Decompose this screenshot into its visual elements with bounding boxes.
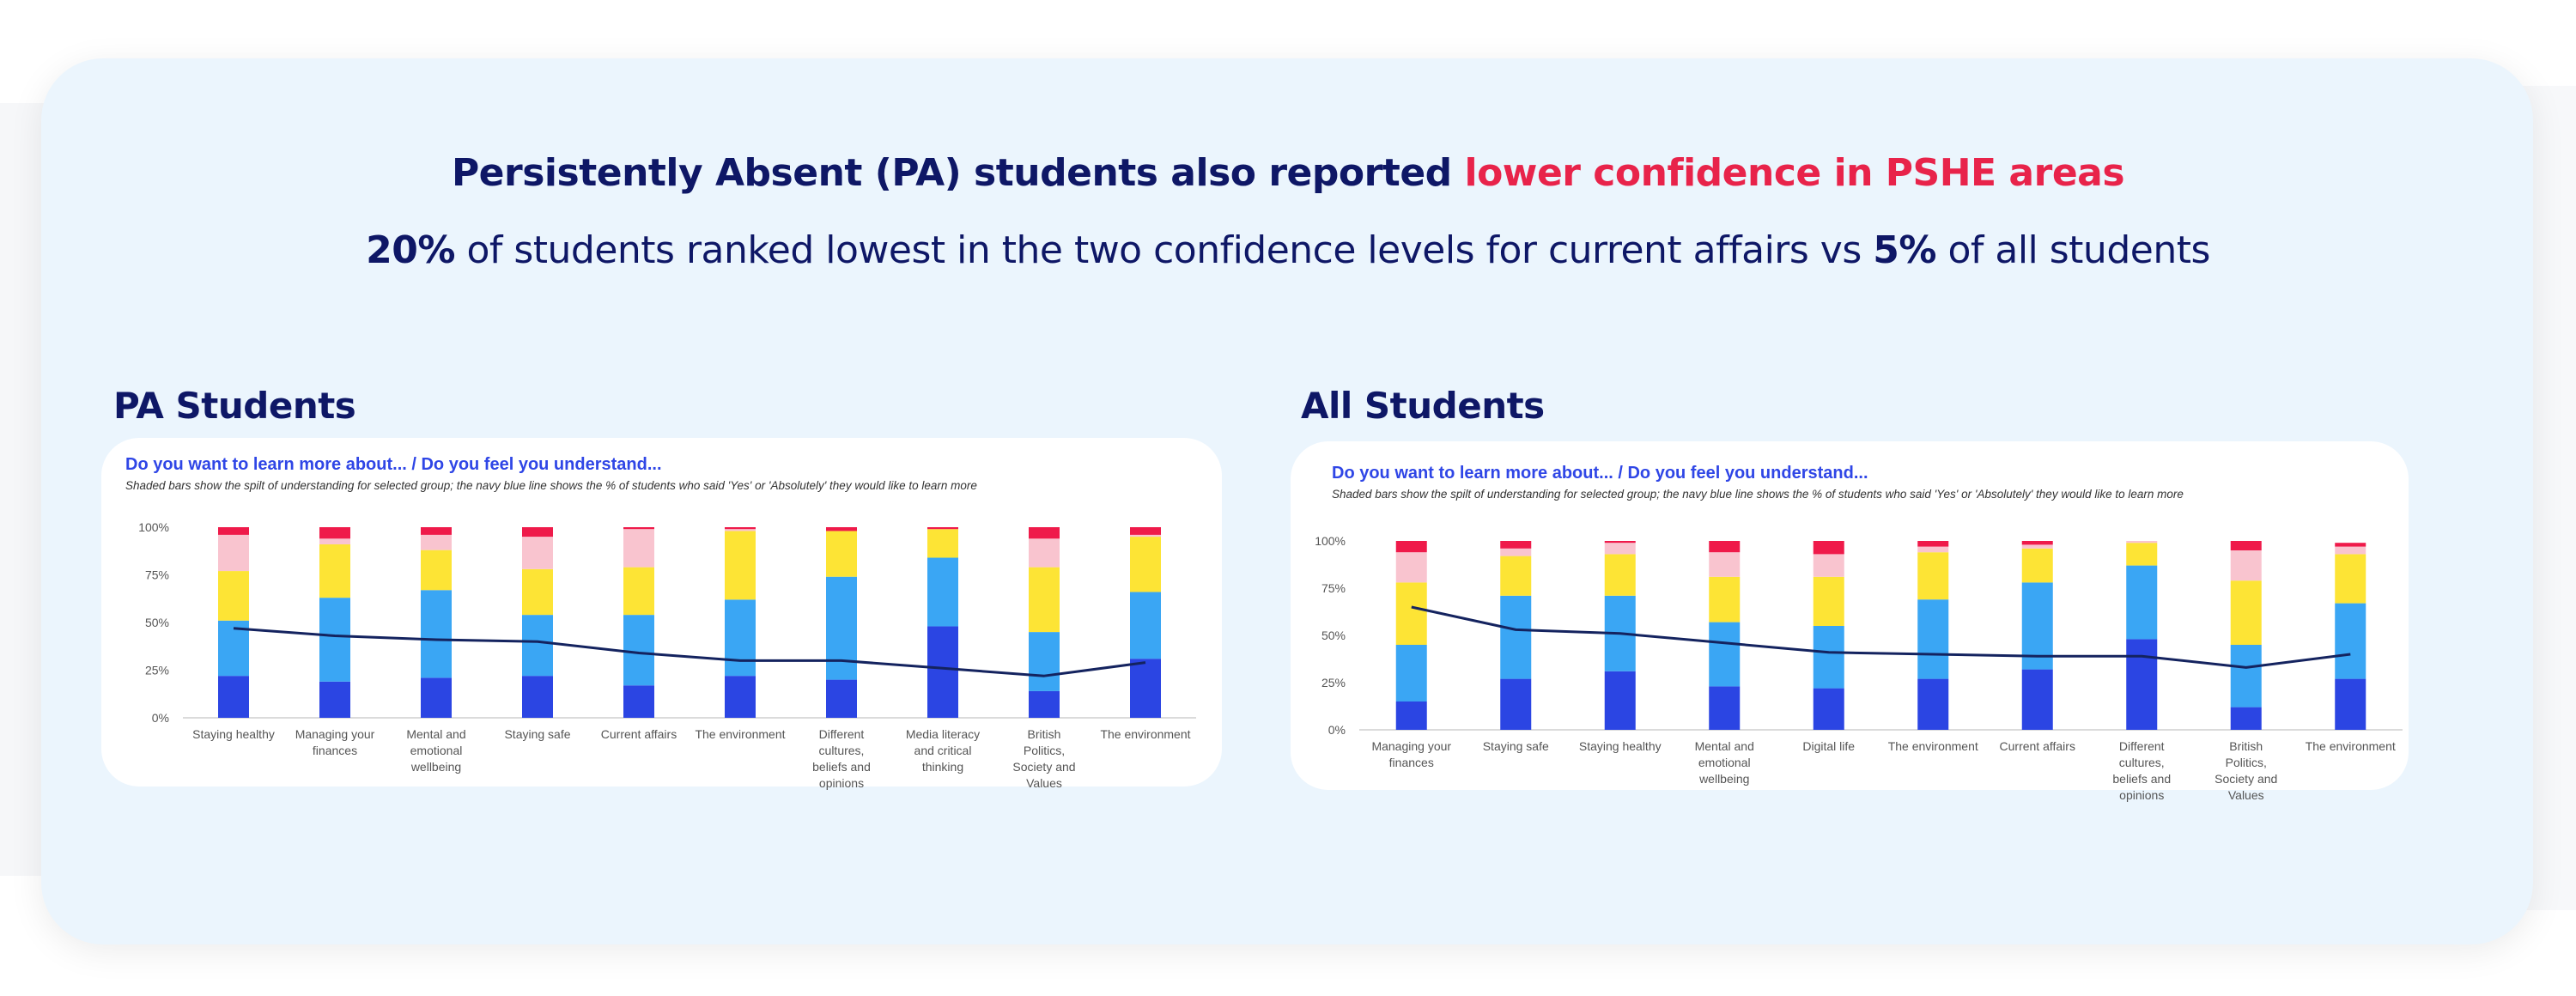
- bar-segment: [2231, 541, 2262, 550]
- x-tick-label: finances: [1388, 756, 1434, 769]
- x-tick-label: Mental and: [1694, 739, 1754, 753]
- chart-card-all: [1291, 441, 2409, 802]
- bar-segment: [1396, 552, 1427, 582]
- x-tick-label: Staying healthy: [192, 727, 275, 741]
- x-tick-label: The environment: [1100, 727, 1191, 741]
- bar-segment: [1917, 552, 1948, 599]
- y-tick-label: 100%: [138, 520, 169, 534]
- bar-segment: [1130, 592, 1161, 659]
- bar-segment: [725, 676, 756, 718]
- bar-segment: [1029, 691, 1060, 718]
- bar-segment: [623, 529, 654, 567]
- x-tick-label: Media literacy: [905, 727, 981, 741]
- all-stacked-bar-chart: [1291, 441, 2409, 802]
- x-tick-label: The environment: [2305, 739, 2396, 753]
- x-tick-label: cultures,: [818, 744, 865, 757]
- x-tick-label: beliefs and: [2112, 772, 2172, 786]
- bar-segment: [826, 680, 857, 718]
- bar-segment: [927, 529, 958, 557]
- section-title-pa: PA Students: [113, 385, 356, 427]
- y-tick-label: 25%: [1321, 676, 1346, 689]
- bar-segment: [826, 531, 857, 576]
- bar-segment: [725, 527, 756, 529]
- headline-accent: lower confidence in PSHE areas: [1464, 151, 2125, 195]
- bar-segment: [319, 544, 350, 598]
- bar-segment: [319, 527, 350, 538]
- stat-pa: 20%: [366, 228, 455, 272]
- bar-segment: [522, 569, 553, 615]
- x-tick-label: The environment: [695, 727, 786, 741]
- bar-segment: [1396, 701, 1427, 730]
- x-tick-label: opinions: [2119, 788, 2165, 802]
- bar-segment: [826, 577, 857, 680]
- bar-segment: [2022, 544, 2053, 548]
- x-tick-label: Managing your: [295, 727, 375, 741]
- chart-subtitle: Shaded bars show the spilt of understanding for selected group; the navy blue line shows the % of students who said 'Yes' or 'Absolutely' they would like to learn more: [1332, 488, 2184, 501]
- x-tick-label: wellbeing: [410, 760, 462, 774]
- bar-segment: [218, 527, 249, 535]
- bar-segment: [1709, 577, 1740, 622]
- bar-segment: [1917, 599, 1948, 678]
- bar-segment: [623, 615, 654, 685]
- bar-segment: [1814, 626, 1844, 689]
- headline-main: Persistently Absent (PA) students also reported: [451, 151, 1465, 195]
- bar-segment: [2335, 547, 2366, 555]
- x-tick-label: Politics,: [1023, 744, 1066, 757]
- bar-segment: [1814, 577, 1844, 626]
- bar-segment: [2335, 679, 2366, 730]
- subheadline: [0, 228, 2576, 272]
- bar-segment: [1917, 679, 1948, 730]
- learn-more-line: [234, 629, 1145, 677]
- x-tick-label: Current affairs: [600, 727, 677, 741]
- x-tick-label: finances: [312, 744, 358, 757]
- headline: [0, 151, 2576, 195]
- bar-segment: [2335, 543, 2366, 546]
- bar-segment: [927, 626, 958, 718]
- bar-segment: [1396, 582, 1427, 645]
- bar-segment: [1130, 535, 1161, 537]
- x-tick-label: Values: [2227, 788, 2264, 802]
- bar-segment: [725, 599, 756, 676]
- bar-segment: [421, 535, 452, 550]
- bar-segment: [2022, 541, 2053, 544]
- bar-segment: [1709, 541, 1740, 552]
- bar-segment: [1605, 543, 1636, 554]
- bar-segment: [319, 598, 350, 682]
- bar-segment: [522, 537, 553, 569]
- bar-segment: [218, 535, 249, 571]
- x-tick-label: Managing your: [1371, 739, 1452, 753]
- bar-segment: [1917, 547, 1948, 553]
- bar-segment: [1709, 622, 1740, 687]
- x-tick-label: Different: [2118, 739, 2165, 753]
- y-tick-label: 75%: [144, 568, 169, 582]
- pa-stacked-bar-chart: [101, 438, 1222, 790]
- chart-title: Do you want to learn more about... / Do you feel you understand...: [125, 455, 662, 474]
- y-tick-label: 75%: [1321, 581, 1346, 595]
- bar-segment: [927, 558, 958, 627]
- bar-segment: [1029, 632, 1060, 691]
- x-tick-label: emotional: [410, 744, 463, 757]
- x-tick-label: Digital life: [1802, 739, 1856, 753]
- bar-segment: [1605, 671, 1636, 730]
- bar-segment: [319, 538, 350, 544]
- bar-segment: [1814, 689, 1844, 730]
- bar-segment: [421, 550, 452, 591]
- bar-segment: [421, 677, 452, 718]
- chart-subtitle: Shaded bars show the spilt of understanding for selected group; the navy blue line shows the % of students who said 'Yes' or 'Absolutely' they would like to learn more: [125, 479, 977, 492]
- bar-segment: [522, 676, 553, 718]
- bar-segment: [319, 682, 350, 718]
- x-tick-label: Staying safe: [504, 727, 571, 741]
- bar-segment: [1605, 541, 1636, 543]
- bar-segment: [2231, 550, 2262, 580]
- bar-segment: [2335, 554, 2366, 603]
- x-tick-label: Staying safe: [1482, 739, 1549, 753]
- bar-segment: [1029, 538, 1060, 567]
- x-tick-label: emotional: [1698, 756, 1751, 769]
- stat-all: 5%: [1873, 228, 1936, 272]
- x-tick-label: Society and: [1012, 760, 1076, 774]
- bar-segment: [1709, 686, 1740, 730]
- bar-segment: [1500, 541, 1531, 549]
- bar-segment: [1029, 527, 1060, 538]
- x-tick-label: opinions: [818, 776, 865, 790]
- x-tick-label: wellbeing: [1699, 772, 1750, 786]
- bar-segment: [1500, 679, 1531, 730]
- section-title-all: All Students: [1301, 385, 1545, 427]
- bar-segment: [725, 529, 756, 531]
- bar-segment: [623, 685, 654, 718]
- y-tick-label: 100%: [1315, 534, 1346, 548]
- bar-segment: [623, 568, 654, 616]
- x-tick-label: Mental and: [406, 727, 466, 741]
- bar-segment: [1500, 596, 1531, 679]
- bar-segment: [522, 527, 553, 537]
- bar-segment: [2231, 645, 2262, 708]
- chart-card-pa: [101, 438, 1222, 790]
- y-tick-label: 50%: [144, 616, 169, 629]
- bar-segment: [623, 527, 654, 529]
- y-tick-label: 0%: [151, 711, 169, 725]
- bar-segment: [1130, 537, 1161, 592]
- x-tick-label: Values: [1026, 776, 1062, 790]
- x-tick-label: Current affairs: [1999, 739, 2075, 753]
- x-tick-label: cultures,: [2118, 756, 2165, 769]
- x-tick-label: Different: [818, 727, 865, 741]
- subhead-text-2: of all students: [1935, 228, 2210, 272]
- y-tick-label: 0%: [1327, 723, 1346, 737]
- bar-segment: [826, 527, 857, 531]
- learn-more-line: [1412, 607, 2351, 667]
- chart-title: Do you want to learn more about... / Do you feel you understand...: [1332, 464, 1868, 483]
- bar-segment: [2335, 604, 2366, 679]
- bar-segment: [2022, 549, 2053, 583]
- bar-segment: [2126, 541, 2157, 543]
- bar-segment: [1130, 659, 1161, 718]
- bar-segment: [2231, 708, 2262, 730]
- x-tick-label: British: [2229, 739, 2263, 753]
- bar-segment: [218, 571, 249, 621]
- x-tick-label: British: [1027, 727, 1061, 741]
- bar-segment: [421, 590, 452, 677]
- subhead-text-1: of students ranked lowest in the two confidence levels for current affairs vs: [454, 228, 1874, 272]
- bar-segment: [2126, 566, 2157, 640]
- y-tick-label: 50%: [1321, 629, 1346, 642]
- bar-segment: [1029, 568, 1060, 632]
- x-tick-label: thinking: [921, 760, 964, 774]
- x-tick-label: Society and: [2215, 772, 2278, 786]
- bar-segment: [2022, 670, 2053, 730]
- x-tick-label: Politics,: [2225, 756, 2267, 769]
- bar-segment: [1500, 549, 1531, 556]
- bar-segment: [1814, 554, 1844, 576]
- bar-segment: [218, 676, 249, 718]
- bar-segment: [927, 527, 958, 529]
- bar-segment: [1396, 541, 1427, 552]
- bar-segment: [725, 531, 756, 599]
- bar-segment: [1917, 541, 1948, 547]
- bar-segment: [2126, 639, 2157, 730]
- bar-segment: [1814, 541, 1844, 554]
- y-tick-label: 25%: [144, 663, 169, 677]
- bar-segment: [421, 527, 452, 535]
- bar-segment: [1130, 527, 1161, 535]
- bar-segment: [2126, 543, 2157, 565]
- x-tick-label: The environment: [1887, 739, 1978, 753]
- bar-segment: [2231, 580, 2262, 645]
- bar-segment: [1605, 554, 1636, 595]
- bar-segment: [1396, 645, 1427, 701]
- bar-segment: [522, 615, 553, 676]
- x-tick-label: beliefs and: [812, 760, 871, 774]
- bar-segment: [1500, 556, 1531, 596]
- x-tick-label: Staying healthy: [1578, 739, 1662, 753]
- x-tick-label: and critical: [914, 744, 972, 757]
- bar-segment: [1709, 552, 1740, 577]
